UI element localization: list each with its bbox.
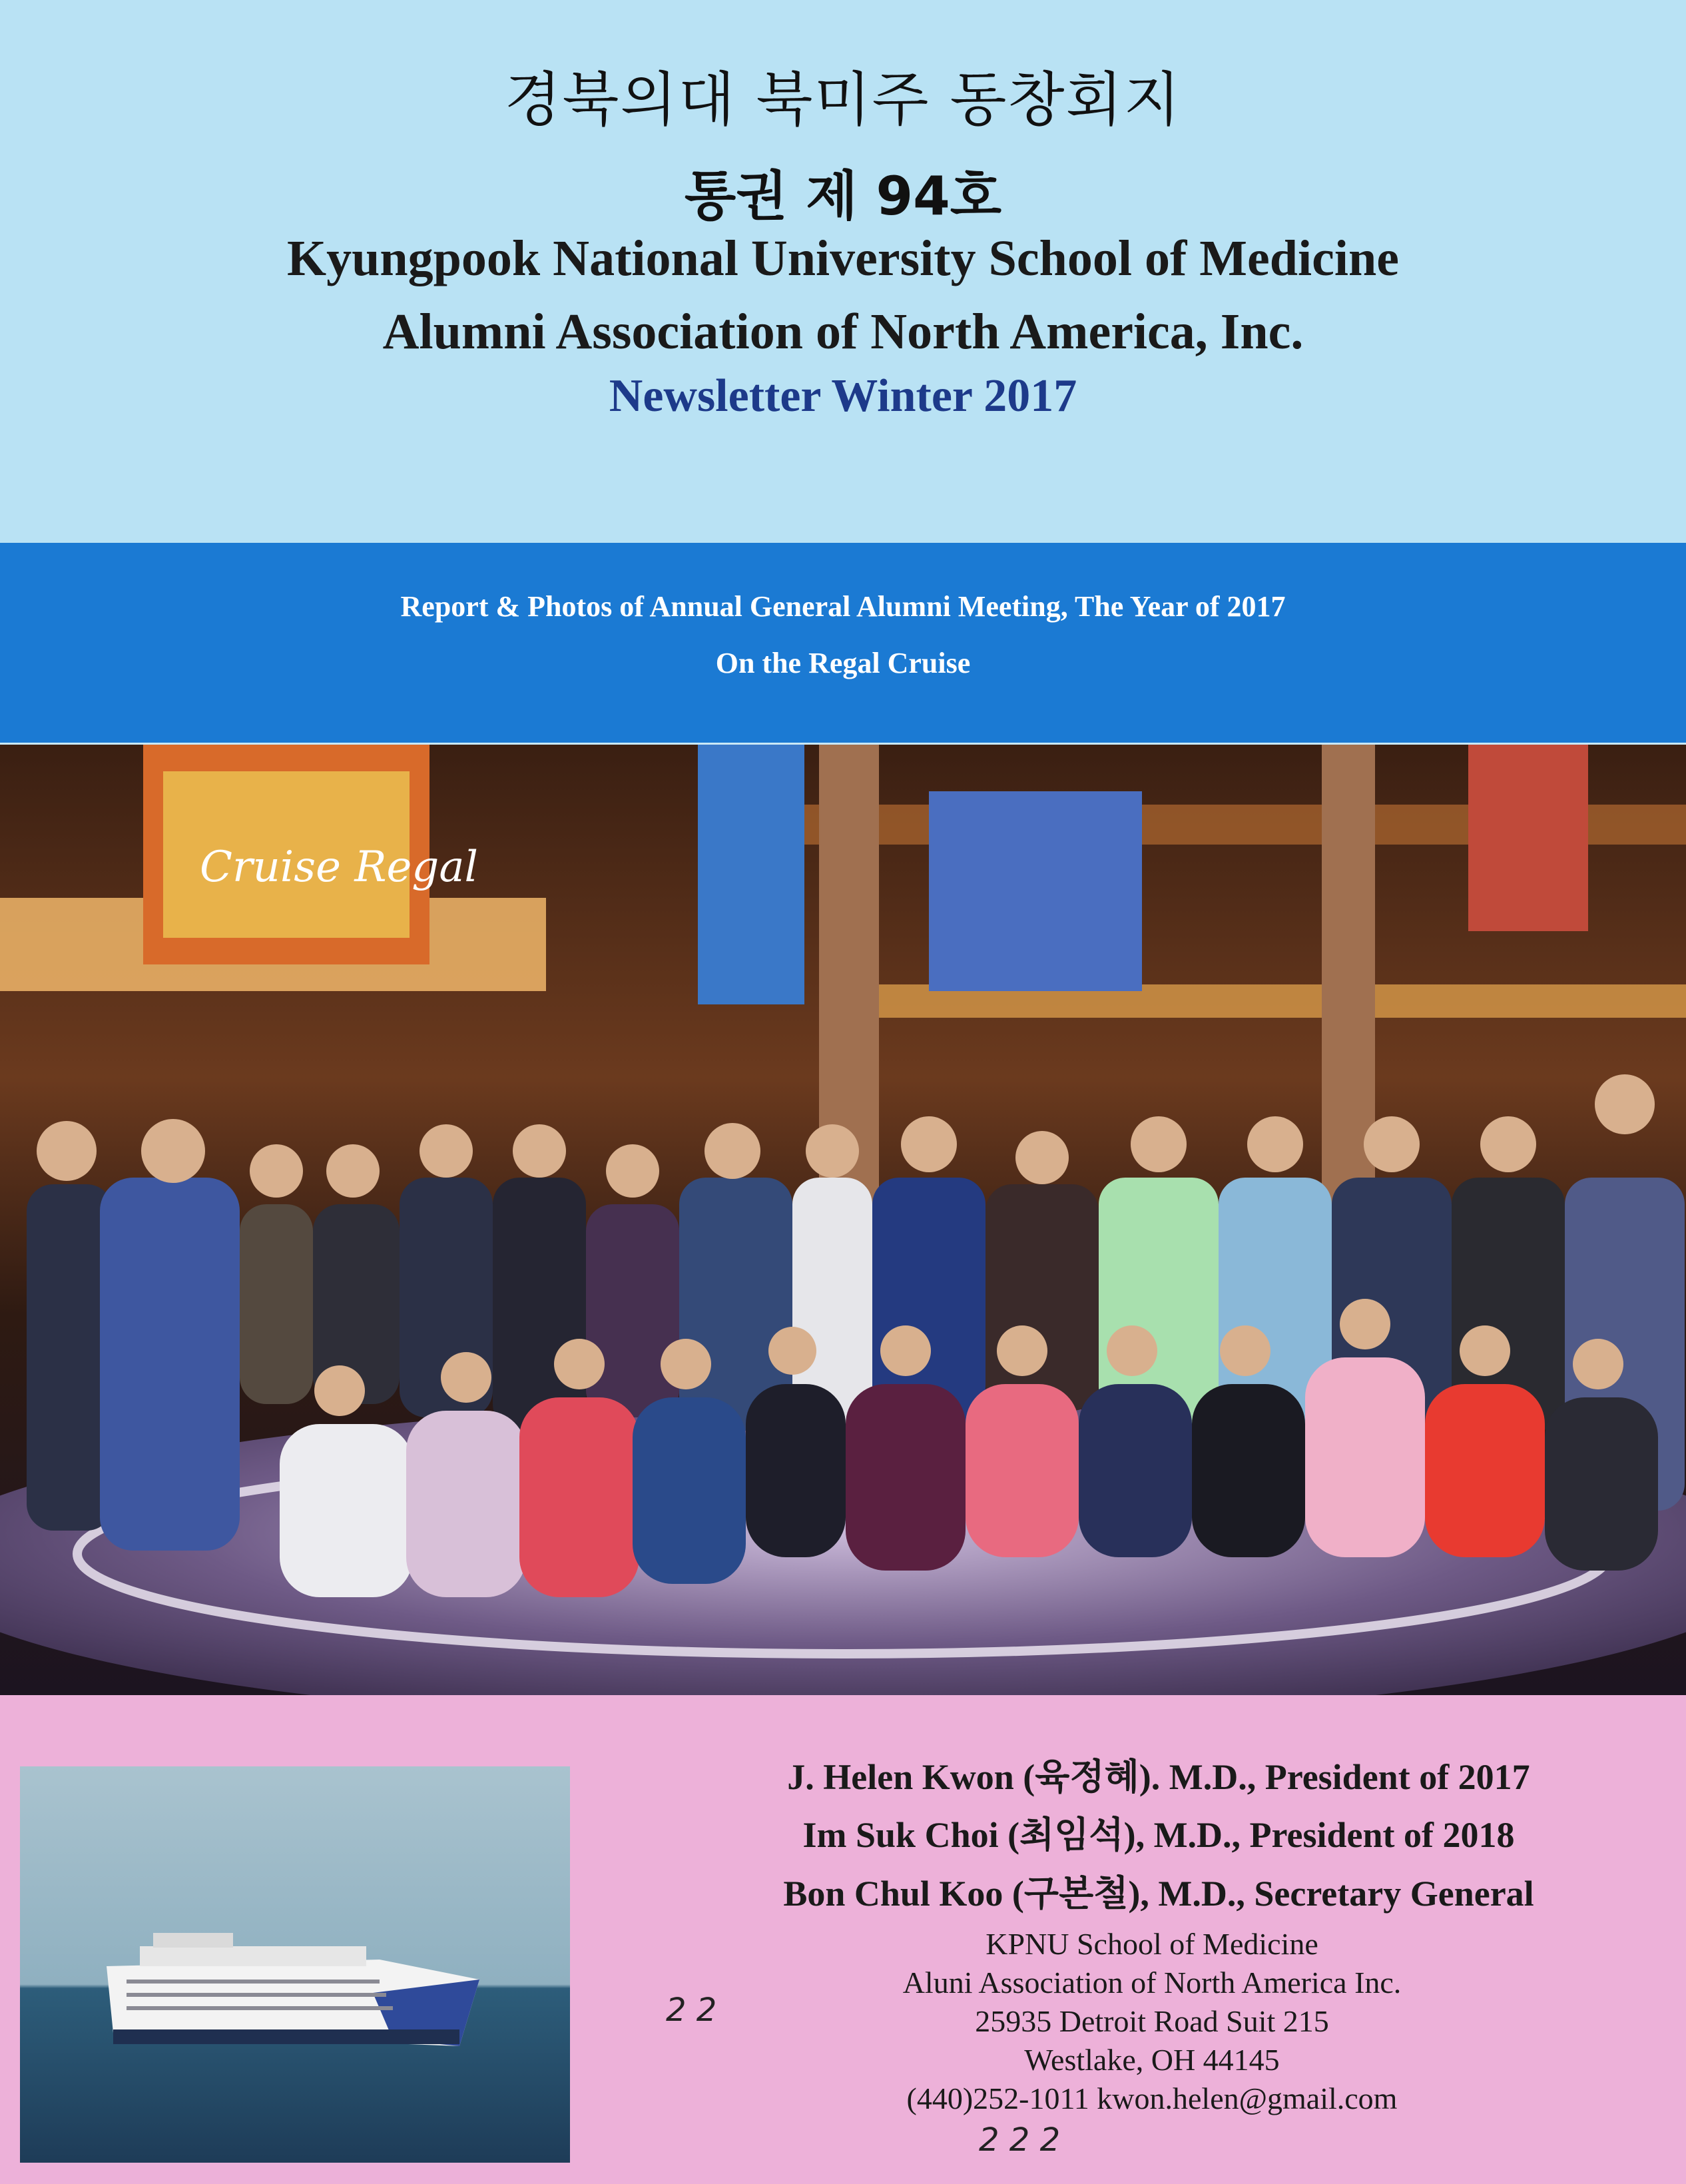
banner-line1: Report & Photos of Annual General Alumni Meeting, The Year of 2017	[400, 590, 1286, 623]
korean-title: 경북의대 북미주 동창회지	[504, 65, 1182, 134]
handwritten-mark: 2 2 2	[979, 2121, 1061, 2159]
officer-secretary-general: Bon Chul Koo (구본철), M.D., Secretary General	[783, 1874, 1534, 1914]
cruise-ship-photo	[20, 1766, 570, 2163]
address-org: KPNU School of Medicine	[985, 1927, 1318, 1961]
address-city: Westlake, OH 44145	[1024, 2043, 1280, 2077]
officer-president-2018: Im Suk Choi (최임석), M.D., President of 2018	[802, 1815, 1515, 1855]
english-title-line2: Alumni Association of North America, Inc.	[382, 304, 1304, 360]
blue-banner	[0, 543, 1686, 743]
officer-president-2017: J. Helen Kwon (육정혜). M.D., President of 2017	[787, 1757, 1530, 1797]
address-street: 25935 Detroit Road Suit 215	[975, 2004, 1329, 2038]
english-title-line1: Kyungpook National University School of Medicine	[287, 230, 1399, 286]
handwritten-mark: 2 2	[666, 1992, 717, 2029]
photo-caption: Cruise Regal	[200, 843, 478, 892]
banner-line2: On the Regal Cruise	[715, 647, 971, 679]
address-contact: (440)252-1011 kwon.helen@gmail.com	[906, 2081, 1398, 2115]
issue-number: 통권 제 94호	[684, 165, 1002, 227]
group-photo	[0, 745, 1686, 1695]
address-association: Aluni Association of North America Inc.	[902, 1966, 1402, 2000]
newsletter-edition: Newsletter Winter 2017	[609, 370, 1077, 422]
